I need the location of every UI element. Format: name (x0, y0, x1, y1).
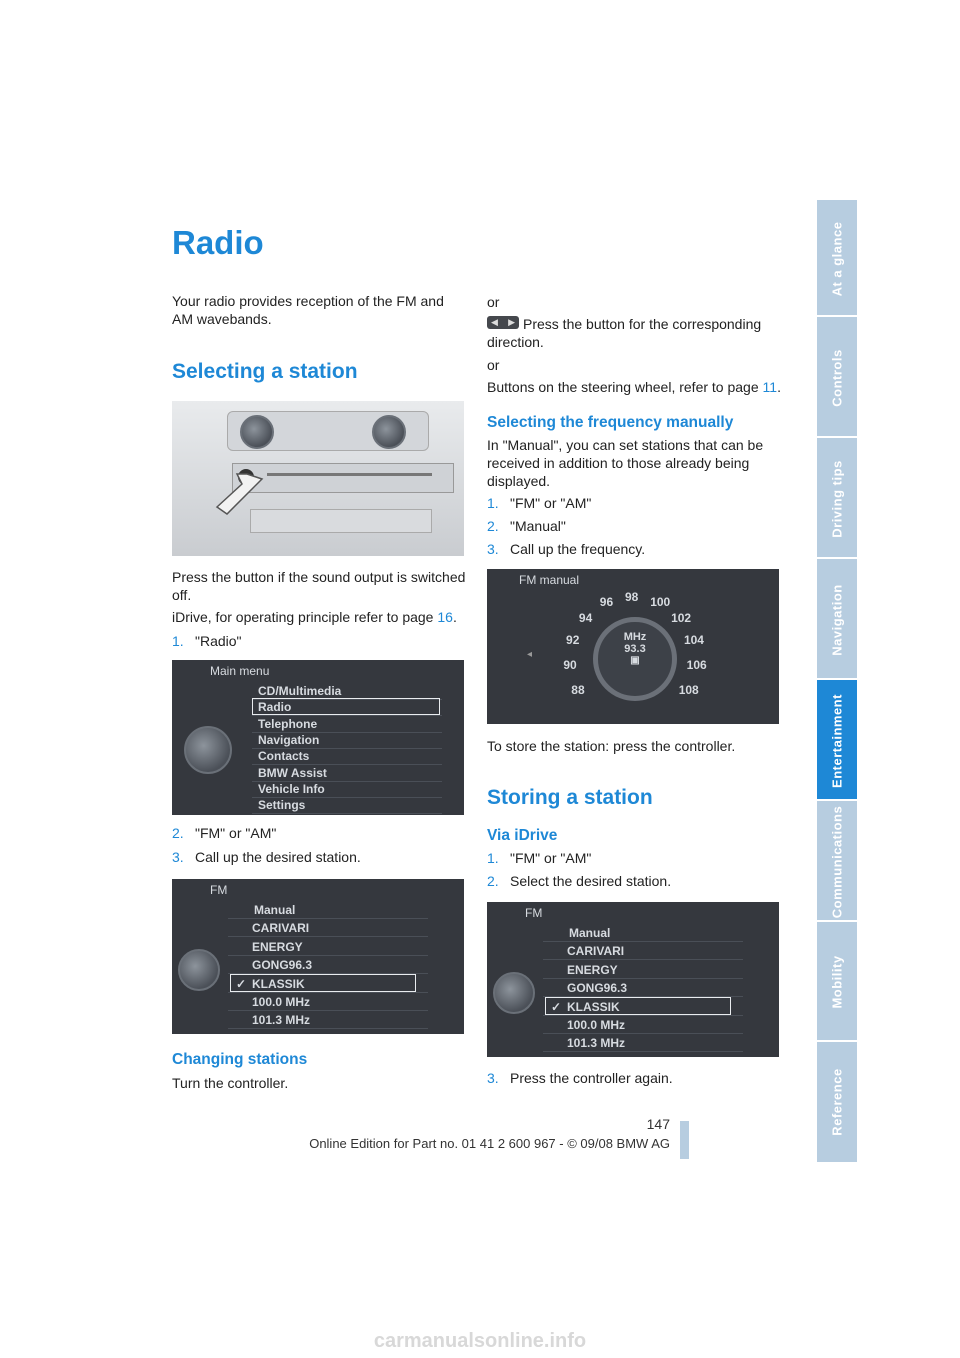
store-step-1-number: 1. (487, 850, 499, 866)
fm-manual-screen (487, 569, 779, 724)
menu-separator (543, 1051, 743, 1052)
chapter-tab-1[interactable] (817, 315, 857, 438)
fm-manual-title: FM manual (519, 573, 580, 587)
menu-separator (228, 936, 428, 937)
dial-unit: MHz (623, 631, 647, 643)
fm-station-2-item[interactable]: KLASSIK (567, 999, 620, 1014)
store-step-2 (487, 872, 671, 890)
dial-label: 106 (686, 658, 707, 673)
steering-reference: Buttons on the steering wheel, refer to page 11. (487, 379, 781, 395)
chapter-tab-label: Reference (829, 1068, 845, 1136)
fm-station-item[interactable]: Manual (254, 903, 296, 917)
page-title: Radio (172, 224, 264, 261)
fm-station-item[interactable]: 100.0 MHz (252, 995, 311, 1009)
dial-label: 98 (625, 590, 639, 604)
fm-station-2-item[interactable]: Manual (569, 926, 611, 940)
chapter-tab-7[interactable] (817, 1040, 857, 1162)
main-menu-screen (172, 660, 464, 815)
menu-separator (543, 1033, 743, 1034)
fm-station-2-item[interactable]: 100.0 MHz (567, 1018, 626, 1032)
chapter-tab-2[interactable] (817, 436, 857, 559)
freq-step-1 (487, 494, 591, 512)
fm-station-2-item[interactable]: CARIVARI (567, 944, 625, 959)
heading-storing-station: Storing a station (487, 786, 653, 809)
left-arrow-icon: ◂ (527, 649, 533, 660)
heading-via-idrive: Via iDrive (487, 827, 558, 844)
menu-separator (228, 1028, 428, 1029)
freq-step-3 (487, 540, 645, 558)
idrive-page-link[interactable]: 16 (437, 609, 453, 625)
main-menu-item[interactable]: Vehicle Info (258, 781, 325, 796)
dial-label: 102 (671, 610, 692, 625)
chapter-tab-6[interactable] (817, 920, 857, 1042)
store-step-3-number: 3. (487, 1070, 499, 1086)
fm-list-screen-2 (487, 902, 779, 1057)
check-icon: ✓ (236, 976, 247, 991)
menu-separator (228, 918, 428, 919)
chapter-tab-0[interactable] (817, 198, 857, 317)
dial-label: 104 (683, 632, 704, 647)
step-3 (172, 848, 361, 866)
main-menu-title: Main menu (210, 664, 270, 678)
store-step-2-text: Select the desired station. (510, 873, 672, 889)
chapter-tab-4[interactable] (817, 678, 857, 801)
main-menu-item[interactable]: CD/Multimedia (258, 684, 342, 698)
changing-stations-text: Turn the controller. (172, 1075, 289, 1091)
fm-station-item[interactable]: KLASSIK (252, 976, 305, 991)
main-menu-item[interactable]: BMW Assist (258, 765, 327, 780)
fm-station-item[interactable]: CARIVARI (252, 921, 310, 936)
store-step-3 (487, 1069, 673, 1087)
store-step-2-number: 2. (487, 873, 499, 889)
freq-step-2 (487, 517, 566, 535)
main-menu-item[interactable]: Navigation (258, 732, 320, 747)
freq-step-2-number: 2. (487, 518, 499, 534)
dial-label: 90 (563, 658, 577, 673)
store-step-3-text: Press the controller again. (510, 1070, 673, 1086)
step-2 (172, 824, 276, 842)
footer-bar (680, 1121, 689, 1159)
chapter-tab-label: At a glance (829, 221, 845, 296)
fm-station-item[interactable]: GONG96.3 (252, 958, 313, 973)
main-menu-item[interactable]: Telephone (258, 716, 318, 731)
fm-station-item[interactable]: 101.3 MHz (252, 1013, 311, 1028)
fm-list-2-title: FM (525, 906, 543, 920)
heading-frequency-manually: Selecting the frequency manually (487, 414, 734, 431)
menu-separator (228, 992, 428, 993)
dial-label: 96 (599, 595, 614, 610)
fm-station-2-item[interactable]: GONG96.3 (567, 981, 628, 996)
step-3-number: 3. (172, 849, 184, 865)
main-menu-item[interactable]: Radio (258, 700, 292, 715)
fm-station-item[interactable]: ENERGY (252, 939, 303, 954)
idrive-reference: iDrive, for operating principle refer to page 16. (172, 609, 457, 625)
intro-text: Your radio provides reception of the FM and AM wavebands. (172, 293, 444, 327)
chapter-tab-label: Communications (829, 805, 845, 918)
menu-separator (228, 955, 428, 956)
or-text-1: or (487, 294, 500, 310)
main-menu-item[interactable]: Contacts (258, 749, 310, 764)
step-1-text: "Radio" (195, 633, 242, 649)
or-text-2: or (487, 357, 500, 373)
fm-station-2-item[interactable]: 101.3 MHz (567, 1036, 626, 1051)
fm-station-2-item[interactable]: ENERGY (567, 962, 618, 977)
menu-separator (543, 1015, 743, 1016)
fm-list-title: FM (210, 883, 228, 897)
check-icon: ✓ (551, 999, 562, 1014)
freq-step-3-number: 3. (487, 541, 499, 557)
store-instruction: To store the station: press the controller. (487, 738, 736, 754)
menu-separator (252, 813, 442, 814)
dial-label: 88 (571, 683, 585, 697)
main-menu-item[interactable]: Settings (258, 798, 306, 813)
chapter-tab-label: Navigation (829, 583, 845, 656)
step-1 (172, 632, 242, 650)
fm-list-screen (172, 879, 464, 1034)
dial-label: 108 (678, 683, 699, 697)
freq-step-1-text: "FM" or "AM" (510, 495, 592, 511)
chapter-tab-label: Driving tips (829, 459, 845, 538)
step-3-text: Call up the desired station. (195, 849, 361, 865)
chapter-tab-label: Controls (829, 348, 845, 407)
steering-text: Buttons on the steering wheel, refer to page (487, 379, 759, 395)
dial-label: 92 (566, 632, 580, 647)
heading-selecting-station: Selecting a station (172, 360, 358, 383)
footer-text: Online Edition for Part no. 01 41 2 600 967 - © 09/08 BMW AG (309, 1136, 670, 1151)
freq-step-1-number: 1. (487, 495, 499, 511)
chapter-tab-label: Entertainment (829, 693, 845, 788)
step-2-text: "FM" or "AM" (195, 825, 277, 841)
menu-separator (543, 978, 743, 979)
chapter-tab-label: Mobility (829, 955, 845, 1009)
menu-separator (228, 1010, 428, 1011)
menu-separator (543, 959, 743, 960)
chapter-tab-3[interactable] (817, 557, 857, 680)
dial-label: 94 (578, 610, 593, 625)
press-direction-text: Press the button for the corresponding direction. (487, 316, 762, 350)
idrive-text: iDrive, for operating principle refer to page (172, 609, 434, 625)
freq-step-3-text: Call up the frequency. (510, 541, 646, 557)
store-step-1-text: "FM" or "AM" (510, 850, 592, 866)
selection-highlight (252, 698, 440, 715)
dial-value: 93.3 (624, 643, 646, 655)
frequency-text: In "Manual", you can set stations that can be received in addition to those already being displayed. (487, 437, 764, 489)
arrow-buttons-icon: ◀ ▶ (487, 316, 519, 329)
press-button-text: Press the button if the sound output is switched off. (172, 569, 466, 603)
store-icon: ▣ (630, 655, 640, 666)
freq-step-2-text: "Manual" (510, 518, 566, 534)
steering-page-link[interactable]: 11 (762, 379, 778, 395)
chapter-tab-5[interactable] (817, 799, 857, 922)
radio-panel-photo (172, 401, 464, 556)
step-1-number: 1. (172, 633, 184, 649)
step-2-number: 2. (172, 825, 184, 841)
watermark: carmanualsonline.info (373, 1330, 587, 1352)
menu-separator (543, 941, 743, 942)
store-step-1 (487, 849, 591, 867)
dial-label: 100 (650, 595, 671, 610)
page-number: 147 (646, 1116, 670, 1132)
heading-changing-stations: Changing stations (172, 1051, 308, 1068)
